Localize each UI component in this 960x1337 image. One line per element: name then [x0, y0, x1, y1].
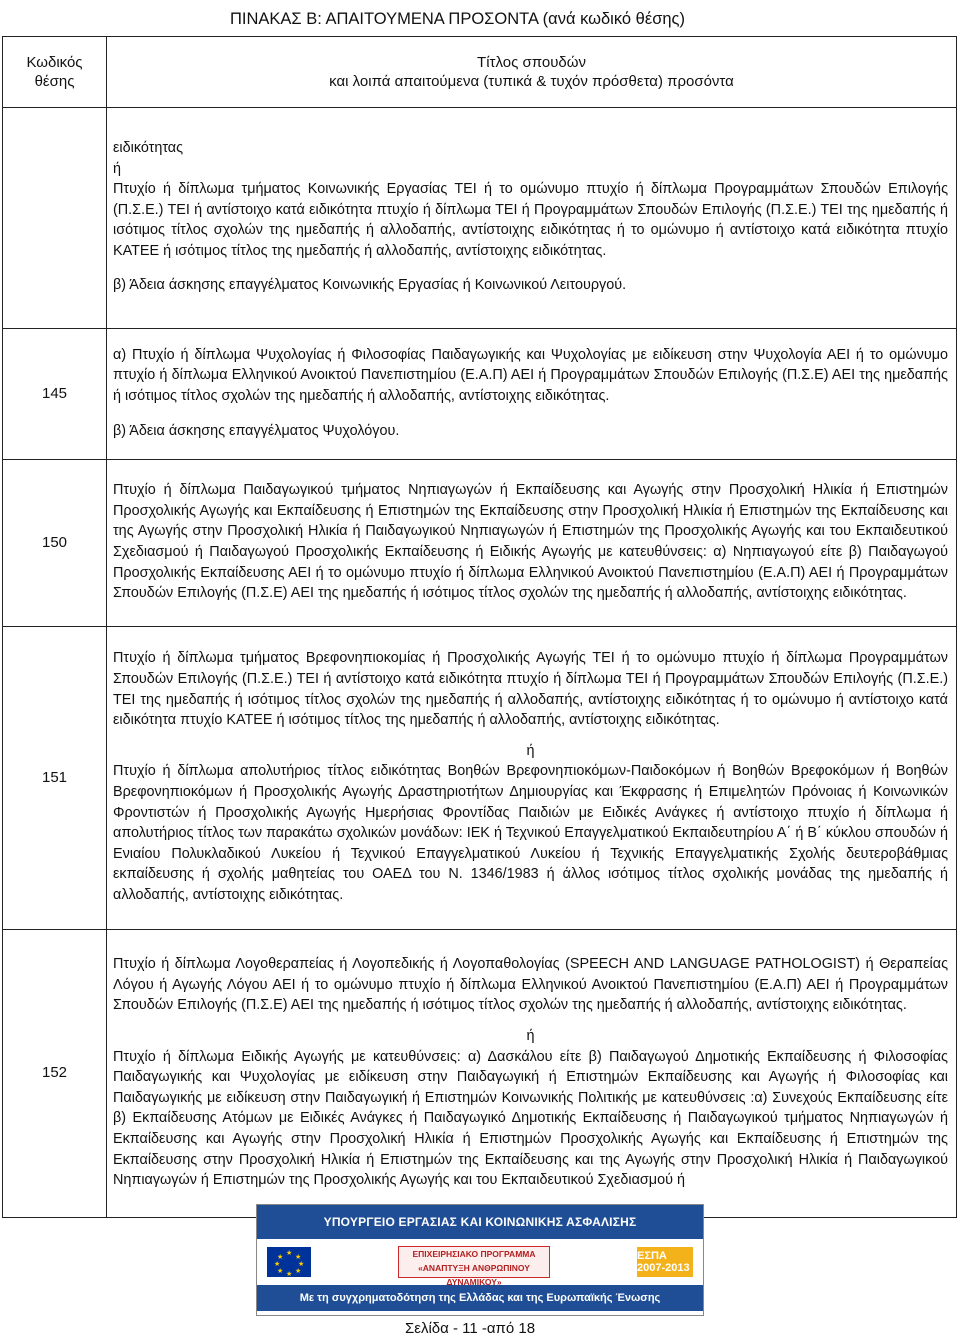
qual-text: ειδικότητας [113, 139, 184, 156]
row-qualifications [107, 627, 957, 930]
header-code-cell [3, 37, 107, 108]
row-qualifications [107, 460, 957, 627]
qual-text: Πτυχίο ή δίπλωμα Ειδικής Αγωγής με κατευθύνσεις: α) Δασκάλου είτε β) Παιδαγωγού Δημοτικής Εκπαίδευσης ή Φιλοσοφίας Παιδαγωγικής και Ψυχολογίας με ειδίκευση στην Παιδαγωγική ή Επιστημών Εκπαίδευσης και Αγωγής ή Φιλοσοφίας και Παιδαγωγικής με ειδίκευση στην Παιδαγωγική ή Επιστημών Κοινωνικής Πολιτικής με κατευθύνσεις :α) Συνεχούς Εκπαίδευσης είτε β) Εκπαίδευσης Ατόμων με Ειδικές Ανάγκες ή Παιδαγωγικό Δημοτικής Εκπαίδευσης ή Παιδαγωγικού τμήματος Νηπιαγωγών ή Εκπαίδευσης και Αγωγής στην Προσχολική Ηλικία ή Επιστημών Προσχολικής Αγωγής και Εκπαίδευσης ή Επιστημών της Εκπαίδευσης στην Προσχολική Ηλικία ή Επιστημών της Εκπαίδευσης και της Αγωγής στην Προσχολική Ηλικία ή Παιδαγωγικού Νηπιαγωγών ή Επιστημών της Προσχολικής Αγωγής και του Εκπαιδευτικού Σχεδιασμού ή [113, 1048, 948, 1189]
espa-logo: ΕΣΠΑ 2007-2013 [637, 1247, 693, 1277]
table-row [3, 930, 957, 1218]
table-header-row [3, 37, 957, 108]
qual-or: ή [526, 742, 535, 759]
qual-text: Πτυχίο ή δίπλωμα Λογοθεραπείας ή Λογοπεδικής ή Λογοπαθολογίας (SPEECH AND LANGUAGE PATHOLOGIST) ή Θεραπείας Λόγου ή Αγωγής Λόγου ΑΕΙ ή το ομώνυμο πτυχίο ή δίπλωμα Ελληνικού Ανοικτού Πανεπιστημίου (Ε.Α.Π) ΑΕΙ ή Προγραμμάτων Σπουδών Επιλογής (Π.Σ.Ε) ΑΕΙ της ημεδαπής ή ισότιμος τίτλος σχολών της ημεδαπής ή αλλοδαπής, αντίστοιχης ειδικότητας. [113, 956, 948, 1014]
cofunding-slogan: Με τη συγχρηματοδότηση της Ελλάδας και της Ευρωπαϊκής Ένωσης [257, 1285, 703, 1311]
row-code: 151 [3, 627, 107, 930]
program-line1: ΕΠΙΧΕΙΡΗΣΙΑΚΟ ΠΡΟΓΡΑΜΜΑ [412, 1249, 536, 1259]
header-code-line1: Κωδικός [26, 54, 83, 71]
qual-license: β) Άδεια άσκησης επαγγέλματος Κοινωνικής Εργασίας ή Κοινωνικού Λειτουργού. [113, 277, 627, 294]
table-row [3, 108, 957, 329]
qual-text: Πτυχίο ή δίπλωμα τμήματος Βρεφονηπιοκομίας ή Προσχολικής Αγωγής ΤΕΙ ή το ομώνυμο πτυχίο ή δίπλωμα Προγραμμάτων Σπουδών Επιλογής (Π.Σ.Ε.) ΤΕΙ ή αντίστοιχο κατά ειδικότητα πτυχίο ή δίπλωμα ΤΕΙ ή Προγραμμάτων Σπουδών Επιλογής (Π.Σ.Ε.) ΤΕΙ της ημεδαπής ή ισότιμος τίτλος σχολών της ημεδαπής ή αλλοδαπής, αντίστοιχης ειδικότητας ή το ομώνυμο ή αντίστοιχο κατά ειδικότητα πτυχίο ΚΑΤΕΕ ή ισότιμος τίτλος της ημεδαπής ή αλλοδαπής, αντίστοιχης ειδικότητας. [113, 650, 948, 729]
qual-or: ή [113, 160, 122, 177]
header-code-line2: θέσης [34, 73, 75, 90]
row-code: 145 [3, 329, 107, 460]
program-logo [398, 1246, 550, 1287]
table-row [3, 460, 957, 627]
row-qualifications [107, 108, 957, 329]
header-qual-line2: και λοιπά απαιτούμενα (τυπικά & τυχόν πρόσθετα) προσόντα [329, 73, 734, 90]
header-qual-cell [107, 37, 957, 108]
eu-flag-icon: ★ ★ ★ ★ ★ ★ ★ ★ [267, 1247, 311, 1277]
page-number: Σελίδα - 11 -από 18 [405, 1320, 536, 1337]
page-title: ΠΙΝΑΚΑΣ Β: ΑΠΑΙΤΟΥΜΕΝΑ ΠΡΟΣΟΝΤΑ (ανά κωδικό θέσης) [230, 10, 685, 28]
qual-text: Πτυχίο ή δίπλωμα τμήματος Κοινωνικής Εργασίας ΤΕΙ ή το ομώνυμο πτυχίο ή δίπλωμα Προγραμμάτων Σπουδών Επιλογής (Π.Σ.Ε.) ΤΕΙ ή αντίστοιχο κατά ειδικότητα πτυχίο ή δίπλωμα ΤΕΙ ή Προγραμμάτων Σπουδών Επιλογής (Π.Σ.Ε.) ΤΕΙ της ημεδαπής ή ισότιμος τίτλος σχολών της ημεδαπής ή αλλοδαπής, αντίστοιχης ειδικότητας ή το ομώνυμο ή αντίστοιχο κατά ειδικότητα πτυχίο ΚΑΤΕΕ ή ισότιμος τίτλος της ημεδαπής ή αλλοδαπής, αντίστοιχης ειδικότητας. [113, 181, 948, 259]
row-code: 150 [3, 460, 107, 627]
funding-banner [256, 1204, 704, 1316]
table-row [3, 627, 957, 930]
row-code: 152 [3, 930, 107, 1218]
header-qual-line1: Τίτλος σπουδών [477, 54, 586, 71]
row-qualifications [107, 329, 957, 460]
table-row [3, 329, 957, 460]
row-code [3, 108, 107, 329]
ministry-label: ΥΠΟΥΡΓΕΙΟ ΕΡΓΑΣΙΑΣ ΚΑΙ ΚΟΙΝΩΝΙΚΗΣ ΑΣΦΑΛΙΣΗΣ [257, 1205, 703, 1239]
row-qualifications [107, 930, 957, 1218]
qual-license: β) Άδεια άσκησης επαγγέλματος Ψυχολόγου. [113, 422, 400, 439]
qual-or: ή [526, 1028, 535, 1045]
requirements-table [2, 36, 957, 1218]
program-line2: «ΑΝΑΠΤΥΞΗ ΑΝΘΡΩΠΙΝΟΥ ΔΥΝΑΜΙΚΟΥ» [418, 1263, 530, 1287]
qual-text: Πτυχίο ή δίπλωμα Παιδαγωγικού τμήματος Νηπιαγωγών ή Εκπαίδευσης και Αγωγής στην Προσχολική Ηλικία ή Επιστημών Προσχολικής Αγωγής και Εκπαίδευσης ή Επιστημών της Εκπαίδευσης στην Προσχολική Ηλικία ή Επιστημών της Εκπαίδευσης και της Αγωγής στην Προσχολική Ηλικία ή Παιδαγωγικού Νηπιαγωγών ή Επιστημών της Προσχολικής Αγωγής και του Εκπαιδευτικού Σχεδιασμού ή Παιδαγωγού Προσχολικής Εκπαίδευσης ή Ειδικής Αγωγής με κατευθύνσεις: α) Νηπιαγωγού είτε β) Παιδαγωγού Προσχολικής Εκπαίδευσης ΑΕΙ ή το ομώνυμο πτυχίο ή δίπλωμα Ελληνικού Ανοικτού Πανεπιστημίου (Ε.Α.Π) ΑΕΙ ή Προγραμμάτων Σπουδών Επιλογής (Π.Σ.Ε) ΑΕΙ της ημεδαπής ή ισότιμος τίτλος σχολών της ημεδαπής ή αλλοδαπής, αντίστοιχης ειδικότητας. [113, 482, 948, 602]
qual-text: Πτυχίο ή δίπλωμα απολυτήριος τίτλος ειδικότητας Βοηθών Βρεφονηπιοκόμων-Παιδοκόμων ή Βοηθών Βρεφοκόμων ή Βοηθών Βρεφονηπιοκόμων ή Προσχολικής Αγωγής Δραστηριοτήτων Δημιουργίας και Έκφρασης ή Επιμελητών Πρόνοιας ή Κοινωνικών Φροντιστών ή Προσχολικής Αγωγής Ημερήσιας Φροντίδας Παιδιών με Ειδικές Ανάγκες ή αντίστοιχο πτυχίο ή δίπλωμα ή απολυτήριος τίτλος των παρακάτω σχολικών μονάδων: ΙΕΚ ή Τεχνικού Επαγγελματικού Εκπαιδευτηρίου Α΄ ή Β΄ κύκλου σπουδών ή Ενιαίου Πολυκλαδικού Λυκείου ή Τεχνικού Επαγγελματικού Λυκείου ή Τεχνικής Επαγγελματικής Σχολής δευτεροβάθμιας εκπαίδευσης ή σχολής μαθητείας του ΟΑΕΔ του Ν. 1346/1983 ή άλλος ισότιμος τίτλος σχολικής μονάδας της ημεδαπής ή αλλοδαπής, αντίστοιχης ειδικότητας. [113, 763, 948, 903]
qual-text: α) Πτυχίο ή δίπλωμα Ψυχολογίας ή Φιλοσοφίας Παιδαγωγικής και Ψυχολογίας με ειδίκευση στην Ψυχολογία ΑΕΙ ή το ομώνυμο πτυχίο ή δίπλωμα Ελληνικού Ανοικτού Πανεπιστημίου (Ε.Α.Π) ΑΕΙ ή Προγραμμάτων Σπουδών Επιλογής (Π.Σ.Ε) ΑΕΙ της ημεδαπής ή ισότιμος τίτλος σχολών της ημεδαπής ή αλλοδαπής, αντίστοιχης ειδικότητας. [113, 346, 948, 404]
